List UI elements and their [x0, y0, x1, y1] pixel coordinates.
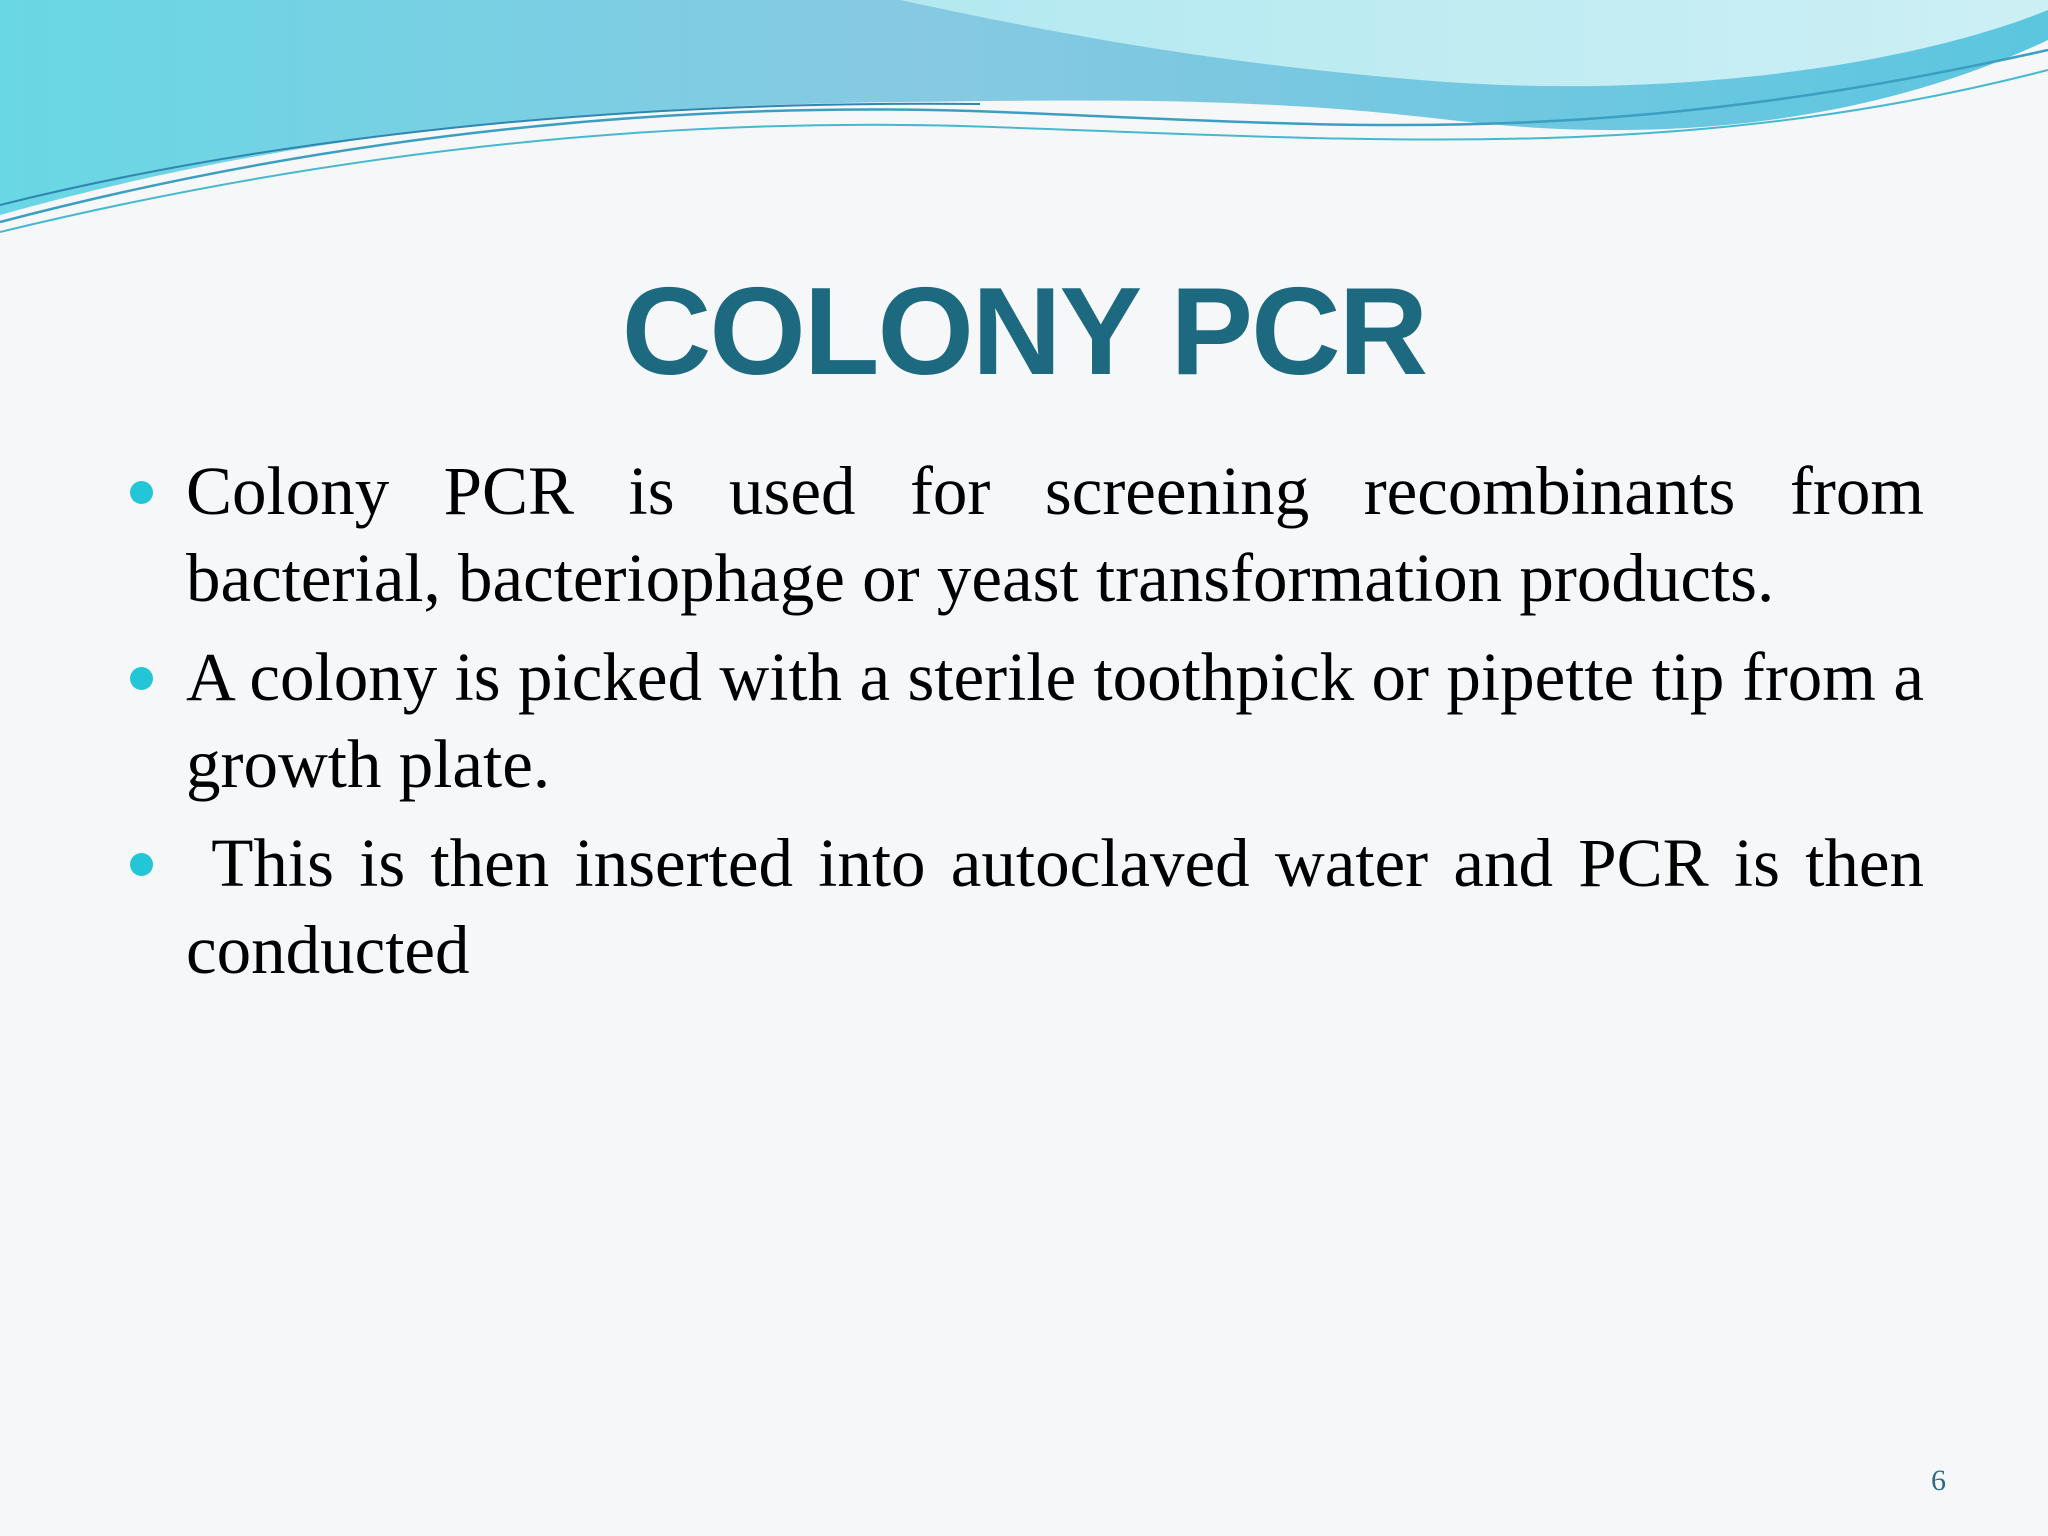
- slide-title: COLONY PCR: [621, 263, 1427, 401]
- filled-circle-bullet-icon: [130, 853, 153, 876]
- bullet-text: A colony is picked with a sterile toothpick or pipette tip from a growth plate.: [186, 639, 1924, 802]
- bullet-item: [124, 634, 1924, 808]
- bullet-text: This is then inserted into autoclaved water and PCR is then conducted: [186, 825, 1942, 988]
- filled-circle-bullet-icon: [130, 667, 153, 690]
- filled-circle-bullet-icon: [130, 481, 153, 504]
- bullet-item: [124, 820, 1942, 994]
- header-wave-decoration: [0, 0, 2048, 240]
- bullet-text: Colony PCR is used for screening recombinants from bacterial, bacteriophage or yeast transformation products.: [186, 453, 1924, 616]
- bullet-list: [124, 448, 1942, 1006]
- bullet-item: [124, 448, 1924, 622]
- page-number: 6: [1931, 1464, 1946, 1497]
